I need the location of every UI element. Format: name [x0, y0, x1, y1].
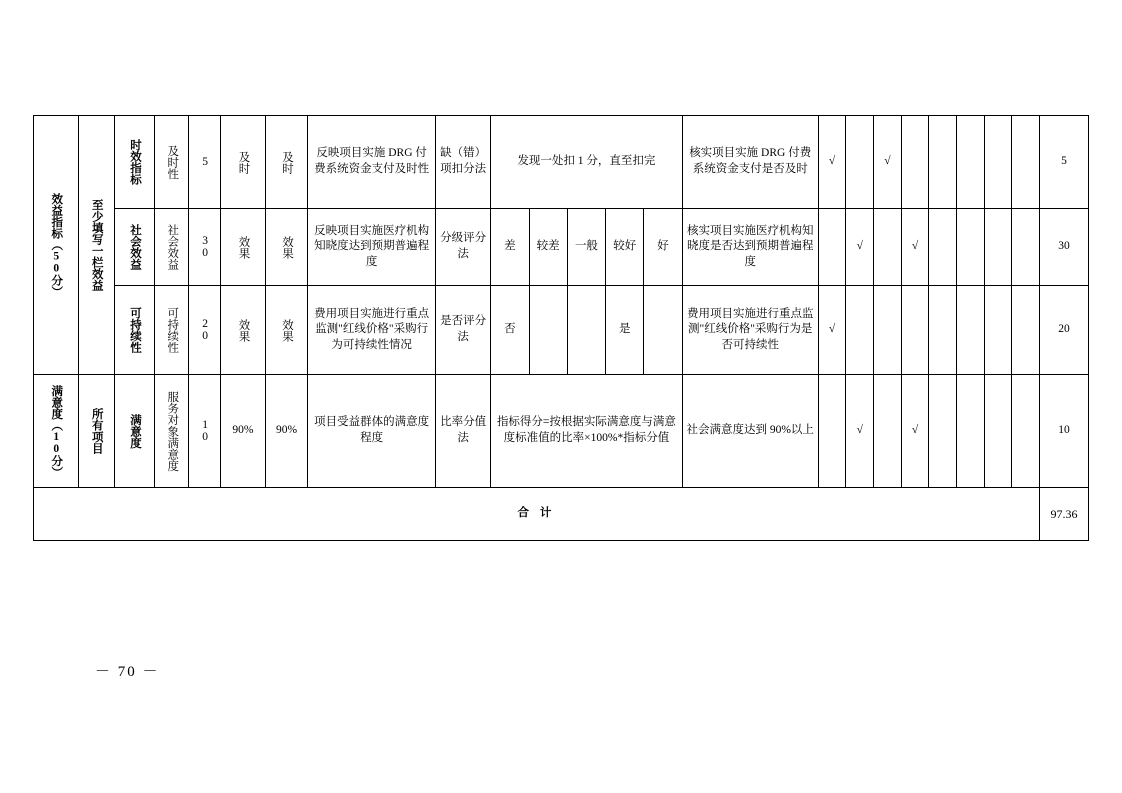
cell-method: [435, 375, 490, 488]
cell-mark: [818, 286, 846, 375]
cell-grade: [644, 286, 682, 375]
cell-evidence: [682, 209, 818, 286]
cell-mark: [929, 116, 957, 209]
level2-label: 及时性: [166, 144, 179, 180]
dimension-note-label: 至少填写一栏效益: [90, 199, 103, 291]
mark-text: √: [911, 240, 919, 253]
cell-method: [435, 116, 490, 209]
cell-col-a: [221, 375, 266, 488]
cell-grade: [567, 209, 605, 286]
cell-indicator: [308, 375, 436, 488]
cell-mark: [901, 286, 929, 375]
cell-value: [1039, 209, 1088, 286]
dimension-label: 满意度（10分）: [50, 384, 63, 478]
value-text: 10: [1058, 424, 1070, 437]
cell-mark: [1012, 375, 1040, 488]
cell-level2: [155, 375, 189, 488]
cell-mark: [901, 209, 929, 286]
level1-label: 社会效益: [128, 224, 141, 270]
method-text: 缺（错）项扣分法: [440, 147, 487, 175]
cell-mark: [929, 375, 957, 488]
cell-value: [1039, 286, 1088, 375]
cell-level2: [155, 286, 189, 375]
cell-mark: [874, 116, 902, 209]
col-a-label: 及时: [237, 150, 250, 174]
cell-mark: [818, 116, 846, 209]
col-a-label: 效果: [237, 235, 250, 259]
grade-text: 较差: [536, 240, 560, 253]
table-row: [34, 209, 1089, 286]
cell-mark: [846, 209, 874, 286]
mark-text: √: [884, 155, 891, 168]
cell-grade: [529, 209, 567, 286]
cell-mark: [984, 286, 1012, 375]
grade-text: 是: [618, 323, 631, 336]
cell-col-b: [265, 375, 308, 488]
mark-text: √: [828, 323, 836, 336]
cell-mark: [929, 286, 957, 375]
cell-mark: [1012, 116, 1040, 209]
grade-text: 较好: [613, 240, 637, 253]
cell-grade: [606, 286, 644, 375]
cell-mark: [956, 209, 984, 286]
cell-score: [189, 116, 221, 209]
cell-mark: [984, 116, 1012, 209]
cell-dimension: [34, 375, 79, 488]
evidence-text: 社会满意度达到 90%以上: [686, 424, 814, 437]
mark-text: √: [856, 424, 863, 437]
cell-grade: [491, 286, 529, 375]
cell-mark: [874, 286, 902, 375]
col-b-label: 效果: [281, 235, 294, 259]
table-row: [34, 116, 1089, 209]
total-value-cell: [1039, 488, 1088, 541]
value-text: 30: [1058, 240, 1070, 253]
cell-mark: [874, 375, 902, 488]
cell-dimension-note: [78, 116, 114, 375]
evaluation-table: [33, 115, 1089, 541]
page-number: － 70 －: [95, 664, 160, 680]
cell-grade: [491, 209, 529, 286]
cell-grade: [567, 286, 605, 375]
cell-mark: [956, 286, 984, 375]
col-b-label: 90%: [276, 424, 298, 437]
score-label: 5: [199, 156, 212, 168]
cell-mark: [874, 209, 902, 286]
indicator-text: 项目受益群体的满意度程度: [314, 416, 430, 444]
mark-text: √: [828, 155, 836, 168]
cell-evidence: [682, 116, 818, 209]
level1-label: 满意度: [128, 413, 141, 449]
level2-label: 社会效益: [166, 224, 179, 270]
col-a-label: 效果: [237, 318, 250, 342]
method-text: 分级评分法: [440, 232, 487, 260]
cell-mark: [818, 209, 846, 286]
cell-value: [1039, 116, 1088, 209]
grade-text: 好: [657, 240, 669, 253]
indicator-text: 费用项目实施进行重点监测"红线价格"采购行为可持续性情况: [314, 307, 430, 351]
score-label: 30: [199, 235, 212, 259]
grade-text: 差: [504, 240, 516, 253]
level2-label: 可持续性: [166, 307, 179, 353]
cell-method: [435, 286, 490, 375]
table-row: [34, 286, 1089, 375]
cell-mark: [956, 116, 984, 209]
cell-level1: [114, 375, 154, 488]
criteria-text: 指标得分=按根据实际满意度与满意度标准值的比率×100%*指标分值: [496, 416, 676, 444]
cell-mark: [984, 209, 1012, 286]
col-b-label: 效果: [281, 318, 294, 342]
cell-dimension-note: [78, 375, 114, 488]
level1-label: 时效指标: [128, 139, 141, 185]
cell-col-a: [221, 116, 266, 209]
table-total-row: [34, 488, 1089, 541]
evidence-text: 核实项目实施 DRG 付费系统资金支付是否及时: [689, 147, 812, 175]
cell-mark: [901, 375, 929, 488]
cell-col-b: [265, 286, 308, 375]
cell-mark: [984, 375, 1012, 488]
col-b-label: 及时: [281, 150, 294, 174]
grade-text: 一般: [574, 240, 598, 253]
cell-level1: [114, 116, 154, 209]
cell-method: [435, 209, 490, 286]
cell-grade: [529, 286, 567, 375]
cell-mark: [929, 209, 957, 286]
cell-evidence: [682, 286, 818, 375]
cell-mark: [956, 375, 984, 488]
cell-mark: [1012, 286, 1040, 375]
cell-score: [189, 286, 221, 375]
cell-criteria: [491, 116, 682, 209]
cell-indicator: [308, 209, 436, 286]
cell-dimension: [34, 116, 79, 375]
indicator-text: 反映项目实施 DRG 付费系统资金支付及时性: [314, 147, 430, 175]
cell-grade: [644, 209, 682, 286]
cell-indicator: [308, 286, 436, 375]
cell-evidence: [682, 375, 818, 488]
cell-mark: [846, 375, 874, 488]
cell-criteria: [491, 375, 682, 488]
cell-indicator: [308, 116, 436, 209]
evidence-text: 核实项目实施医疗机构知晓度是否达到预期普遍程度: [686, 224, 814, 268]
col-a-label: 90%: [232, 424, 254, 437]
level2-label: 服务对象满意度: [166, 390, 179, 472]
total-label: 合 计: [517, 507, 556, 520]
cell-level2: [155, 116, 189, 209]
cell-mark: [1012, 209, 1040, 286]
value-text: 20: [1058, 323, 1070, 336]
cell-col-a: [221, 286, 266, 375]
value-text: 5: [1061, 155, 1067, 168]
dimension-label: 效益指标（50分）: [50, 192, 63, 298]
cell-level1: [114, 209, 154, 286]
cell-col-b: [265, 209, 308, 286]
cell-col-a: [221, 209, 266, 286]
criteria-text: 发现一处扣 1 分，直至扣完: [517, 155, 656, 168]
cell-level1: [114, 286, 154, 375]
cell-mark: [846, 286, 874, 375]
grade-text: 否: [504, 323, 516, 336]
evidence-text: 费用项目实施进行重点监测"红线价格"采购行为是否可持续性: [686, 307, 814, 351]
cell-col-b: [265, 116, 308, 209]
mark-text: √: [911, 424, 919, 437]
cell-level2: [155, 209, 189, 286]
cell-grade: [606, 209, 644, 286]
table-row: [34, 375, 1089, 488]
method-text: 是否评分法: [440, 315, 487, 343]
cell-score: [189, 375, 221, 488]
score-label: 20: [199, 318, 212, 342]
cell-mark: [818, 375, 846, 488]
total-label-cell: [34, 488, 1040, 541]
cell-value: [1039, 375, 1088, 488]
cell-mark: [846, 116, 874, 209]
indicator-text: 反映项目实施医疗机构知晓度达到预期普遍程度: [314, 224, 430, 268]
method-text: 比率分值法: [440, 416, 487, 444]
mark-text: √: [856, 240, 863, 253]
dimension-note-label: 所有项目: [90, 408, 103, 454]
total-value: 97.36: [1050, 506, 1078, 521]
cell-score: [189, 209, 221, 286]
level1-label: 可持续性: [128, 307, 141, 353]
score-label: 10: [199, 419, 212, 443]
cell-mark: [901, 116, 929, 209]
